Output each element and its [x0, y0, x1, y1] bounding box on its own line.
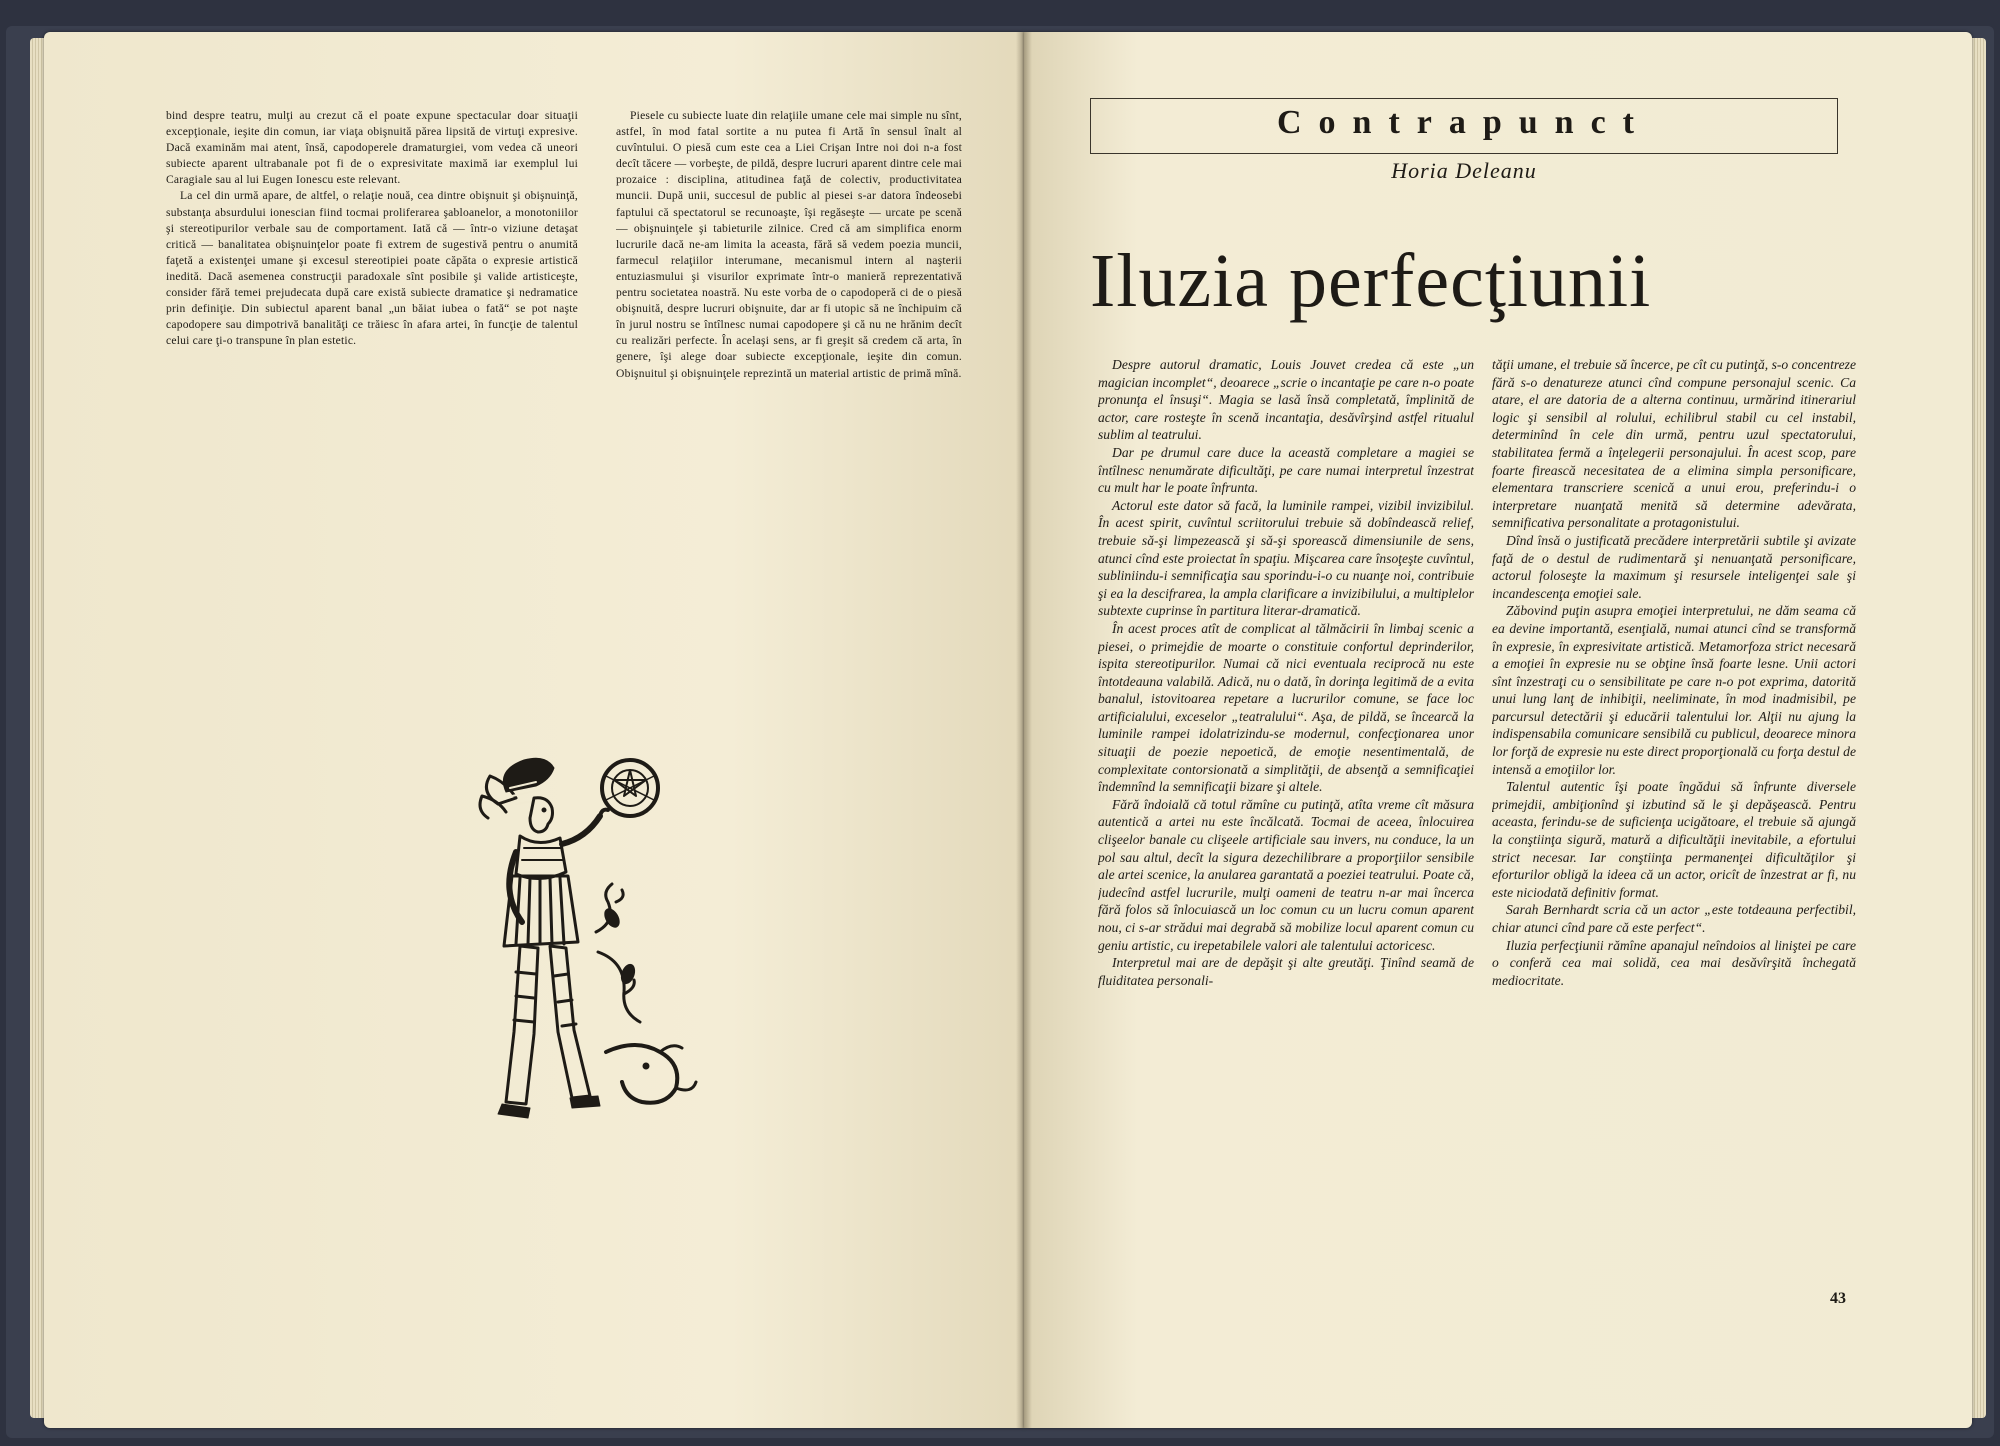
page-number: 43 [1830, 1290, 1846, 1307]
right-column-1 [1098, 356, 1474, 1256]
left-column-2 [616, 108, 962, 598]
article-headline: Iluzia perfecţiunii [1090, 239, 1652, 323]
paragraph: Dar pe drumul care duce la această completare a magiei se întîlnesc nenumărate dificultăţi, pe care numai interpretul înzestrat cu mult har le poate înfrunta. [1098, 444, 1474, 496]
paragraph: Iluzia perfecţiunii rămîne apanajul neîndoios al liniştei pe care o conferă cea mai solidă, cea mai desăvîrşită închegată mediocritate. [1492, 937, 1856, 988]
paragraph: bind despre teatru, mulţi au crezut că el poate expune spectacular doar situaţii excepţionale, ieşite din comun, iar viaţa obişnuită părea lipsită de virtuţi expresive. Dacă examinăm mai atent, însă, capodoperele dramaturgiei, vom vedea că uneori subiecte aparent ultrabanale pot fi de o expresivitate maximă iar exemplul lui Caragiale sau al lui Eugen Ionescu este relevant. [166, 109, 578, 187]
paragraph: La cel din urmă apare, de altfel, o relaţie nouă, cea dintre obişnuit şi obişnuinţă, substanţa absurdului ionescian fiind tocmai proliferarea şabloanelor, a monotoniilor şi stereotipurilor verbale sau de comportament. Iată că — într-o viziune detaşat critică — banalitatea obişnuinţelor poate fi extrem de sugestivă pentru o anumită faţetă a existenţei umane şi excesul stereotipiei poate căpăta o expresie artistică inedită. Dacă asemenea construcţii paradoxale sînt posibile şi valide artisticeşte, consider fără temei prejudecata după care există subiecte dramatice şi nedramatice prin definiţie. Din subiectul aparent banal „un băiat iubea o fată“ se pot naşte capodopere sau dimpotrivă banalităţi ce trăiesc în afara artei, în funcţie de talentul celui care ţi-o transpune în plan estetic. [166, 189, 578, 348]
section-title: Contrapunct [1276, 104, 1652, 141]
right-column-2 [1492, 356, 1856, 1126]
paragraph: Despre autorul dramatic, Louis Jouvet credea că este „un magician incomplet“, deoarece „scrie o incantaţie pe care n-o poate pronunţa el însuşi“. Magia se lasă însă completată, împlinită de actor, care rosteşte în scenă incantaţia, desăvîrşind astfel ritualul sublim al teatrului. [1098, 357, 1474, 443]
paragraph: Fără îndoială că totul rămîne cu putinţă, atîta vreme cît măsura autentică a artei nu este încălcată. Tocmai de aceea, înlocuirea clişeelor banale cu clişeele artificiale sau invers, nu conduce, la un pol sau altul, decît la sigura dezechilibrare a proporţiilor sensibile ale artei scenice, la anularea garantată a poeziei teatrului. Poate că, judecînd astfel lucrurile, mulţi oameni de teatru n-ar mai încerca fără folos să înlocuiască un loc comun cu un lucru comun aparent nou, ci s-ar strădui mai degrabă să mobilize locul aparent comun cu geniu artistic, cu irepetabilele valori ale talentului actoricesc. [1098, 796, 1474, 953]
woodcut-figure-illustration [476, 752, 704, 1128]
paragraph: Dînd însă o justificată precădere interpretării subtile şi avizate faţă de o destul de rudimentară şi nenuanţată personificare, actorul foloseşte la maximum şi resursele inteligenţei sale şi incandescenţa emoţiei sale. [1492, 532, 1856, 601]
paragraph: Interpretul mai are de depăşit şi alte greutăţi. Ţinînd seamă de fluiditatea personali- [1098, 955, 1474, 988]
article-author: Horia Deleanu [1391, 158, 1537, 183]
paragraph: Piesele cu subiecte luate din relaţiile umane cele mai simple nu sînt, astfel, în mod fatal sortite a nu putea fi Artă în sensul înalt al cuvîntului. O piesă cum este cea a Liei Crişan Intre noi doi n-a fost decît tăcere — vorbeşte, de pildă, despre lucruri aparent dintre cele mai prozaice : disciplina, atitudinea faţă de colectiv, productivitatea muncii. După unii, succesul de public al piesei s-ar datora îndeosebi faptului că spectatorul se recunoaşte, îşi regăseşte — urcate pe scenă — obişnuinţele şi tabieturile zilnice. Cred că am simplifica enorm lucrurile dacă ne-am limita la aceasta, fără să vedem poezia muncii, farmecul relaţiilor interumane, mecanismul intern al naşterii entuziasmului şi visurilor exprimate într-o manieră reprezentativă pentru societatea noastră. Nu este vorba de o capodoperă ci de o piesă obişnuită, despre lucruri obişnuite, dar ar fi utopic să ne închipuim că în jurul nostru se întîlnesc numai capodopere şi că nu ne hrănim decît cu realizări perfecte. În acelaşi sens, ar fi greşit să credem că arta, în genere, îşi alege doar subiecte excepţionale, ieşite din comun. Obişnuitul şi obişnuinţele reprezintă un material artistic de primă mînă. [616, 109, 962, 380]
paragraph: Sarah Bernhardt scria că un actor „este totdeauna perfectibil, chiar atunci cînd pare că este perfect“. [1492, 902, 1856, 935]
paragraph: Talentul autentic îşi poate îngădui să înfrunte diversele primejdii, ambiţionînd şi izbutind să le şi depăşească. Pentru aceasta, ferindu-se de suficienţa ucigătoare, el trebuie să ajungă la conştiinţa sigură, matură a dificultăţii inevitabile, a efortului strict necesar. Iar conştiinţa permanenţei dificultăţilor şi eforturilor obligă la ideea că un actor, oricît de înzestrat ar fi, nu este niciodată definitiv format. [1492, 779, 1856, 900]
paragraph: Zăbovind puţin asupra emoţiei interpretului, ne dăm seama că ea devine importantă, esenţială, numai atunci cînd se transformă în expresie, în expresivitate artistică. Metamorfoza strict necesară a emoţiei în expresie nu se obţine însă foarte lesne. Unii actori sînt înzestraţi cu o sensibilitate pe care n-o pot exprima, datorită unui lung lanţ de inhibiţii, neeliminate, în mod inadmisibil, pe parcursul detectării şi educării talentului lor. Alţii nu ajung la indispensabila comunicare sensibilă cu publicul, deoarece minora lor forţă de expresie nu este direct proporţională cu forţa destul de intensă a emoţiilor lor. [1492, 603, 1856, 777]
book-gutter [1016, 32, 1032, 1428]
paragraph: În acest proces atît de complicat al tălmăcirii în limbaj scenic a piesei, o primejdie de moarte o constituie confortul deprinderilor, ispita stereotipurilor. Numai că nici eventuala reciprocă nu este întotdeauna valabilă. Adică, nu o dată, în dorinţa legitimă de a evita banalul, istovitoarea repetare a lucrurilor comune, se face loc artificialului, exceselor „teatralului“. Aşa, de pildă, se încearcă la luminile rampei idolatrizindu-se modernul, confecţionarea unor situaţii de poezie nepoetică, de emoţie nesentimentală, de complexitate contorsionată a simplităţii, de absenţă a semnificaţiei îndemnînd la semnificaţii bizare şi altele. [1098, 620, 1474, 795]
paragraph: tăţii umane, el trebuie să încerce, pe cît cu putinţă, s-o concentreze fără s-o denatureze atunci cînd compune personajul scenic. Ca atare, el are datoria de a alterna continuu, urmărind itinerariul logic şi sensibil al rolului, echilibrul stabil cu cel instabil, determinînd în cele din urmă, pentru uzul spectatorului, stabilitatea fermă a înţelegerii personajului. În acest scop, pare foarte firească necesitatea de a elimina simpla personificare, elementara transcriere scenică a unui erou, preferindu-i o interpretare nuanţată menită să determine adevărata, semnificativa personalitate a protagonistului. [1492, 357, 1856, 531]
left-column-1 [166, 108, 578, 598]
paragraph: Actorul este dator să facă, la luminile rampei, vizibil invizibilul. În acest spirit, cuvîntul scriitorului trebuie să dobîndească relief, trebuie să-şi limpezească şi să-şi sporească dimensiunile de sens, atunci cînd este proiectat în spaţiu. Mişcarea care însoţeşte cuvîntul, subliniindu-i semnificaţia sau sporindu-i-o cu nuanţe noi, contribuie şi ea la descifrarea, la ampla clarificare a invizibilului, a multiplelor subtexte cuprinse în partitura literar-dramatică. [1098, 497, 1474, 619]
